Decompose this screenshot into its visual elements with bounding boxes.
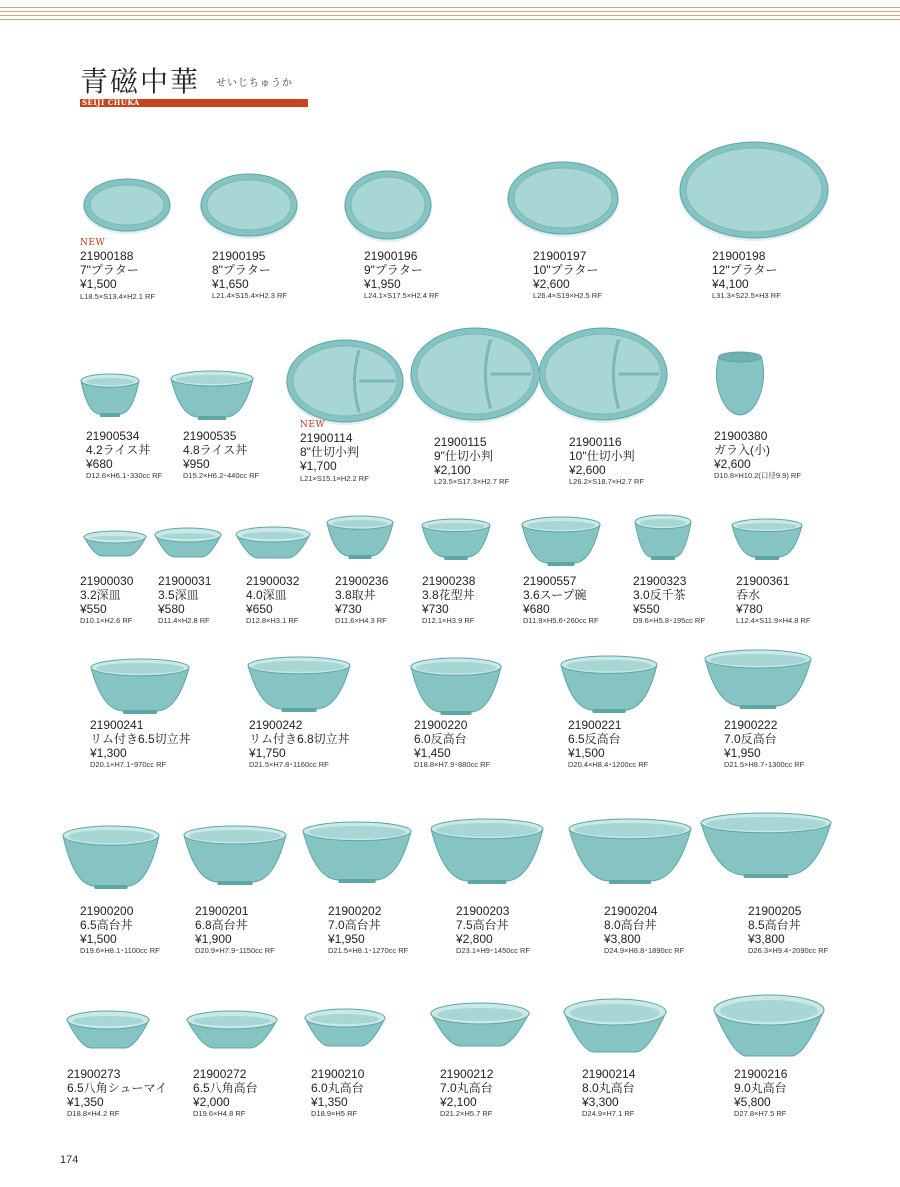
product-code: 21900222 [724,718,778,732]
product-price: ¥1,500 [80,931,117,946]
product-code: 21900361 [736,574,790,588]
product-name: 3.2深皿 [80,587,121,602]
product-price: ¥650 [246,601,273,616]
product-name: 7.5高台丼 [456,917,509,932]
product-name: 12"プラター [712,262,778,277]
product-image [731,519,803,561]
product-info [311,1068,364,1119]
product-image [410,326,540,422]
product-info [604,905,684,956]
product-code: 21900220 [414,718,468,732]
product-info [523,575,599,626]
product-image [302,822,412,884]
product-image [183,826,287,886]
page-title-kana: せいじちゅうか [216,78,293,89]
product-price: ¥3,800 [604,931,641,946]
product-image [235,526,311,560]
product-price: ¥550 [80,601,107,616]
product-price: ¥1,950 [724,745,761,760]
product-dimensions: D24.9×H8.8･1890cc RF [604,946,685,956]
product-name: 8.5高台丼 [748,917,801,932]
product-price: ¥1,450 [414,745,451,760]
product-dimensions: D11.9×H5.6･260cc RF [523,616,599,626]
product-name: 8"仕切小判 [300,445,359,460]
product-name: 7.0丸高台 [440,1080,493,1095]
product-code: 21900535 [183,429,237,443]
product-image [560,656,658,714]
product-price: ¥2,800 [456,931,493,946]
page-title-en: SEIJI CHUKA [82,98,140,107]
product-image [83,177,171,233]
product-image [521,517,601,567]
product-info [80,238,155,301]
product-name: 4.8ライス丼 [183,442,248,457]
product-code: 21900202 [328,904,382,918]
product-name: 9"仕切小判 [434,448,493,463]
product-image [563,998,667,1054]
product-code: 21900323 [633,574,687,588]
product-price: ¥1,300 [90,745,127,760]
product-name: 10"プラター [533,262,599,277]
product-info [712,250,781,301]
product-dimensions: D12.6×H6.1･330cc RF [86,471,163,481]
product-info [456,905,530,956]
page-number: 174 [60,1154,79,1166]
product-price: ¥1,950 [364,276,401,291]
product-code: 21900214 [582,1067,636,1081]
product-code: 21900210 [311,1067,365,1081]
product-info [183,430,259,481]
product-image [304,1008,386,1048]
product-dimensions: D12.8×H3.1 RF [246,616,299,626]
product-image [154,527,222,559]
product-code: 21900030 [80,574,134,588]
product-price: ¥680 [86,456,113,471]
product-dimensions: L21×S15.1×H2.2 RF [300,473,369,483]
product-code: 21900534 [86,429,140,443]
product-name: 6.5反高台 [568,731,621,746]
product-name: 呑水 [736,587,761,602]
product-code: 21900212 [440,1067,494,1081]
product-info [212,250,287,301]
product-image [247,657,351,713]
product-info [633,575,705,626]
new-badge: NEW [80,238,106,248]
product-price: ¥3,300 [582,1094,619,1109]
product-code: 21900238 [422,574,476,588]
product-dimensions: D19.6×H4.8 RF [193,1109,246,1119]
product-code: 21900200 [80,904,134,918]
product-dimensions: D18.9×H5 RF [311,1109,358,1119]
product-code: 21900216 [734,1067,788,1081]
product-name: 6.5八角高台 [193,1080,258,1095]
product-code: 21900242 [249,718,303,732]
product-image [430,819,544,885]
product-dimensions: D11.6×H4.3 RF [335,616,387,626]
product-name: 9"プラター [364,262,423,277]
product-info [328,905,408,956]
product-dimensions: D26.3×H9.4･2090cc RF [748,946,829,956]
title-bar [80,99,308,107]
product-name: 10"仕切小判 [569,448,635,463]
product-image [90,659,190,715]
product-image [170,371,254,421]
product-name: 3.8取丼 [335,587,376,602]
product-info [195,905,275,956]
product-code: 21900197 [533,249,587,263]
product-price: ¥2,100 [440,1094,477,1109]
product-price: ¥680 [523,601,550,616]
product-info [80,905,160,956]
product-image [344,169,432,241]
product-code: 21900241 [90,718,144,732]
product-info [434,436,509,487]
product-info [440,1068,493,1119]
product-name: 4.2ライス丼 [86,442,151,457]
product-price: ¥2,100 [434,462,471,477]
product-name: 6.0丸高台 [311,1080,364,1095]
product-dimensions: D18.8×H4.2 RF [67,1109,120,1119]
product-code: 21900116 [569,435,622,449]
product-price: ¥1,650 [212,276,249,291]
product-price: ¥1,900 [195,931,232,946]
product-dimensions: L24.1×S17.5×H2.4 RF [364,291,440,301]
product-image [410,658,502,716]
product-code: 21900380 [714,429,768,443]
product-dimensions: D10.1×H2.6 RF [80,616,133,626]
product-price: ¥1,350 [311,1094,348,1109]
product-image [286,338,404,424]
product-dimensions: D20.9×H7.9･1150cc RF [195,946,275,956]
product-name: 3.8花型丼 [422,587,475,602]
product-price: ¥1,500 [568,745,605,760]
product-image [634,515,692,561]
product-name: リム付き6.5切立丼 [90,731,191,746]
product-name: 7.0高台丼 [328,917,381,932]
product-dimensions: L12.4×S11.9×H4.8 RF [736,616,811,626]
product-name: 7.0反高台 [724,731,777,746]
product-dimensions: D21.2×H5.7 RF [440,1109,493,1119]
product-info [67,1068,167,1119]
product-info [158,575,211,626]
product-code: 21900201 [195,904,249,918]
product-image [430,1002,530,1048]
product-code: 21900557 [523,574,577,588]
product-dimensions: D20.1×H7.1･970cc RF [90,760,167,770]
product-info [86,430,162,481]
product-price: ¥2,600 [533,276,570,291]
product-code: 21900198 [712,249,766,263]
product-dimensions: L23.5×S17.3×H2.7 RF [434,477,510,487]
product-image [421,519,491,561]
product-image [66,1010,150,1050]
product-image [186,1010,278,1050]
product-code: 21900273 [67,1067,121,1081]
product-info [724,719,804,770]
product-price: ¥730 [422,601,449,616]
product-code: 21900203 [456,904,510,918]
product-price: ¥2,000 [193,1094,230,1109]
product-name: 8"プラター [212,262,271,277]
product-info [335,575,388,626]
product-dimensions: L26.2×S18.7×H2.7 RF [569,477,645,487]
product-info [569,436,644,487]
product-name: ガラ入(小) [714,442,770,457]
product-info [714,430,801,481]
product-price: ¥1,700 [300,458,337,473]
product-info [414,719,490,770]
product-image [568,819,692,885]
product-code: 21900188 [80,249,134,264]
new-badge: NEW [300,420,326,430]
product-code: 21900195 [212,249,266,263]
product-price: ¥550 [633,601,660,616]
product-price: ¥730 [335,601,362,616]
product-image [712,351,768,417]
product-info [193,1068,258,1119]
product-dimensions: D19.6×H8.1･1100cc RF [80,946,160,956]
product-dimensions: D12.1×H3.9 RF [422,616,475,626]
product-code: 21900221 [568,718,622,732]
product-dimensions: D20.4×H8.4･1200cc RF [568,760,649,770]
product-price: ¥1,350 [67,1094,104,1109]
product-dimensions: D9.6×H5.8･195cc RF [633,616,705,626]
product-price: ¥950 [183,456,210,471]
product-dimensions: D21.5×H8.7･1300cc RF [724,760,805,770]
product-info [736,575,811,626]
product-name: 8.0丸高台 [582,1080,635,1095]
product-info [568,719,648,770]
product-dimensions: D18.8×H7.9･880cc RF [414,760,491,770]
product-dimensions: D21.5×H8.1･1270cc RF [328,946,409,956]
product-info [249,719,350,770]
product-dimensions: L31.3×S22.5×H3 RF [712,291,781,301]
product-name: 6.8高台丼 [195,917,248,932]
product-info [246,575,299,626]
product-code: 21900115 [434,435,487,449]
product-image [62,826,160,890]
product-dimensions: D24.9×H7.1 RF [582,1109,635,1119]
product-info [748,905,828,956]
product-info [90,719,191,770]
product-image [200,172,298,238]
product-image [704,650,812,710]
product-image [507,160,619,236]
product-price: ¥3,800 [748,931,785,946]
product-price: ¥2,600 [714,456,751,471]
product-image [80,374,140,418]
product-info [422,575,475,626]
product-image [700,813,832,879]
product-dimensions: L26.4×S19×H2.5 RF [533,291,602,301]
product-image [538,326,668,422]
product-name: 8.0高台丼 [604,917,657,932]
product-name: 6.5高台丼 [80,917,133,932]
product-code: 21900205 [748,904,802,918]
product-name: 3.0反千茶 [633,587,686,602]
product-code: 21900114 [300,431,353,446]
product-name: 4.0深皿 [246,587,287,602]
product-info [80,575,133,626]
product-dimensions: L21.4×S15.4×H2.3 RF [212,291,288,301]
product-info [734,1068,787,1119]
product-info [300,420,369,483]
header-rule [0,0,900,22]
product-code: 21900196 [364,249,418,263]
product-dimensions: D10.8×H10.2(口径9.9) RF [714,471,801,481]
page-title: 青磁中華 [80,65,201,98]
product-image [83,530,147,558]
product-price: ¥2,600 [569,462,606,477]
product-price: ¥780 [736,601,763,616]
product-dimensions: D15.2×H6.2･440cc RF [183,471,260,481]
product-price: ¥4,100 [712,276,749,291]
product-name: 9.0丸高台 [734,1080,787,1095]
product-name: 6.5八角シューマイ [67,1080,168,1095]
product-code: 21900032 [246,574,300,588]
product-dimensions: L18.5×S13.4×H2.1 RF [80,291,156,301]
product-name: 6.0反高台 [414,731,467,746]
product-price: ¥1,950 [328,931,365,946]
product-dimensions: D23.1×H9･1450cc RF [456,946,530,956]
product-price: ¥5,800 [734,1094,771,1109]
product-price: ¥1,500 [80,276,117,291]
product-dimensions: D21.5×H7.8･1160cc RF [249,760,329,770]
product-image [326,516,394,560]
product-price: ¥1,750 [249,745,286,760]
product-info [582,1068,635,1119]
product-price: ¥580 [158,601,185,616]
product-info [533,250,602,301]
product-info [364,250,439,301]
product-code: 21900204 [604,904,658,918]
product-dimensions: D27.8×H7.5 RF [734,1109,787,1119]
product-image [713,994,825,1058]
product-code: 21900272 [193,1067,247,1081]
product-dimensions: D11.4×H2.8 RF [158,616,210,626]
product-name: 3.6スープ碗 [523,587,587,602]
product-name: 3.5深皿 [158,587,199,602]
product-image [679,140,829,240]
product-code: 21900031 [158,574,212,588]
product-name: 7"プラター [80,263,139,278]
product-name: リム付き6.8切立丼 [249,731,350,746]
product-code: 21900236 [335,574,389,588]
